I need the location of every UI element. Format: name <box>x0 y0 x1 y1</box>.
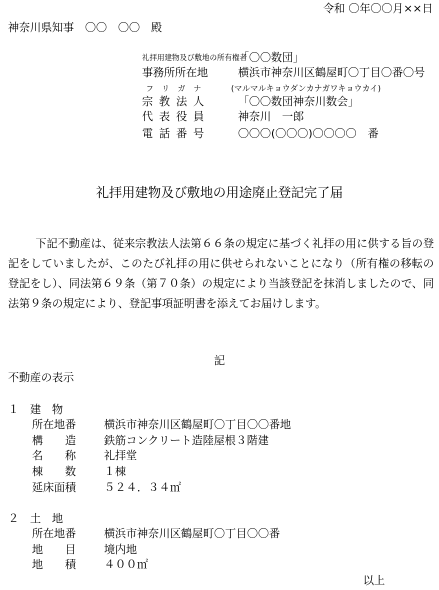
land-category-label: 地 目 <box>32 543 76 556</box>
office-value: 横浜市神奈川区鶴屋町〇丁目〇番〇号 <box>238 66 425 79</box>
land-area-label: 地 積 <box>32 558 76 571</box>
land-location-value: 横浜市神奈川区鶴屋町〇丁目〇〇番 <box>104 527 280 540</box>
furigana-label: フ リ ガ ナ <box>146 84 205 93</box>
phone-value: 〇〇〇(〇〇〇)〇〇〇〇 番 <box>238 127 379 140</box>
rep-label: 代表役員 <box>142 110 211 123</box>
ki-marker: 記 <box>214 354 225 367</box>
date: 令和 〇年〇〇月××日 <box>323 2 433 15</box>
corp-label: 宗教法人 <box>142 95 211 108</box>
building-structure-value: 鉄筋コンクリート造陸屋根３階建 <box>104 434 269 447</box>
land-area-value: ４００㎡ <box>104 558 148 571</box>
phone-label: 電話番号 <box>142 127 211 140</box>
building-name-label: 名 称 <box>32 449 76 462</box>
document-title: 礼拝用建物及び敷地の用途廃止登記完了届 <box>95 186 343 201</box>
owner-value: 「〇〇数団」 <box>238 51 304 64</box>
land-category-value: 境内地 <box>104 543 137 556</box>
body-paragraph: 下記不動産は、従来宗教法人法第６６条の規定に基づく礼拝の用に供する旨の登記をしていましたが、このたび礼拝の用に供せられないことになり（所有権の移転の登記をし）、同法第６９条（第７０条）の規定により当該登記を抹消しましたので、同法第９条の規定により、登記事項証明書を添えてお届けします。 <box>8 237 434 310</box>
property-heading: 不動産の表示 <box>8 371 74 384</box>
closing-mark: 以上 <box>363 574 385 587</box>
land-heading: ２ 土 地 <box>8 512 63 525</box>
addressee: 神奈川県知事 〇〇 〇〇 殿 <box>8 21 162 34</box>
building-location-value: 横浜市神奈川区鶴屋町〇丁目〇〇番地 <box>104 418 291 431</box>
building-name-value: 礼拝堂 <box>104 449 137 462</box>
building-structure-label: 構 造 <box>32 434 76 447</box>
building-count-label: 棟 数 <box>32 465 76 478</box>
building-count-value: １棟 <box>104 465 126 478</box>
building-area-label: 延床面積 <box>32 481 76 494</box>
office-label: 事務所所在地 <box>142 66 208 79</box>
building-heading: １ 建 物 <box>8 403 63 416</box>
building-area-value: ５２４．３４㎡ <box>104 481 181 494</box>
furigana-value: (マルマルキョウダンカナガワキョウカイ) <box>231 84 381 93</box>
corp-value: 「〇〇数団神奈川数会」 <box>238 95 359 108</box>
land-location-label: 所在地番 <box>32 527 76 540</box>
owner-label: 礼拝用建物及び敷地の所有権者 <box>142 53 247 62</box>
rep-value: 神奈川 一郎 <box>238 110 304 123</box>
building-location-label: 所在地番 <box>32 418 76 431</box>
